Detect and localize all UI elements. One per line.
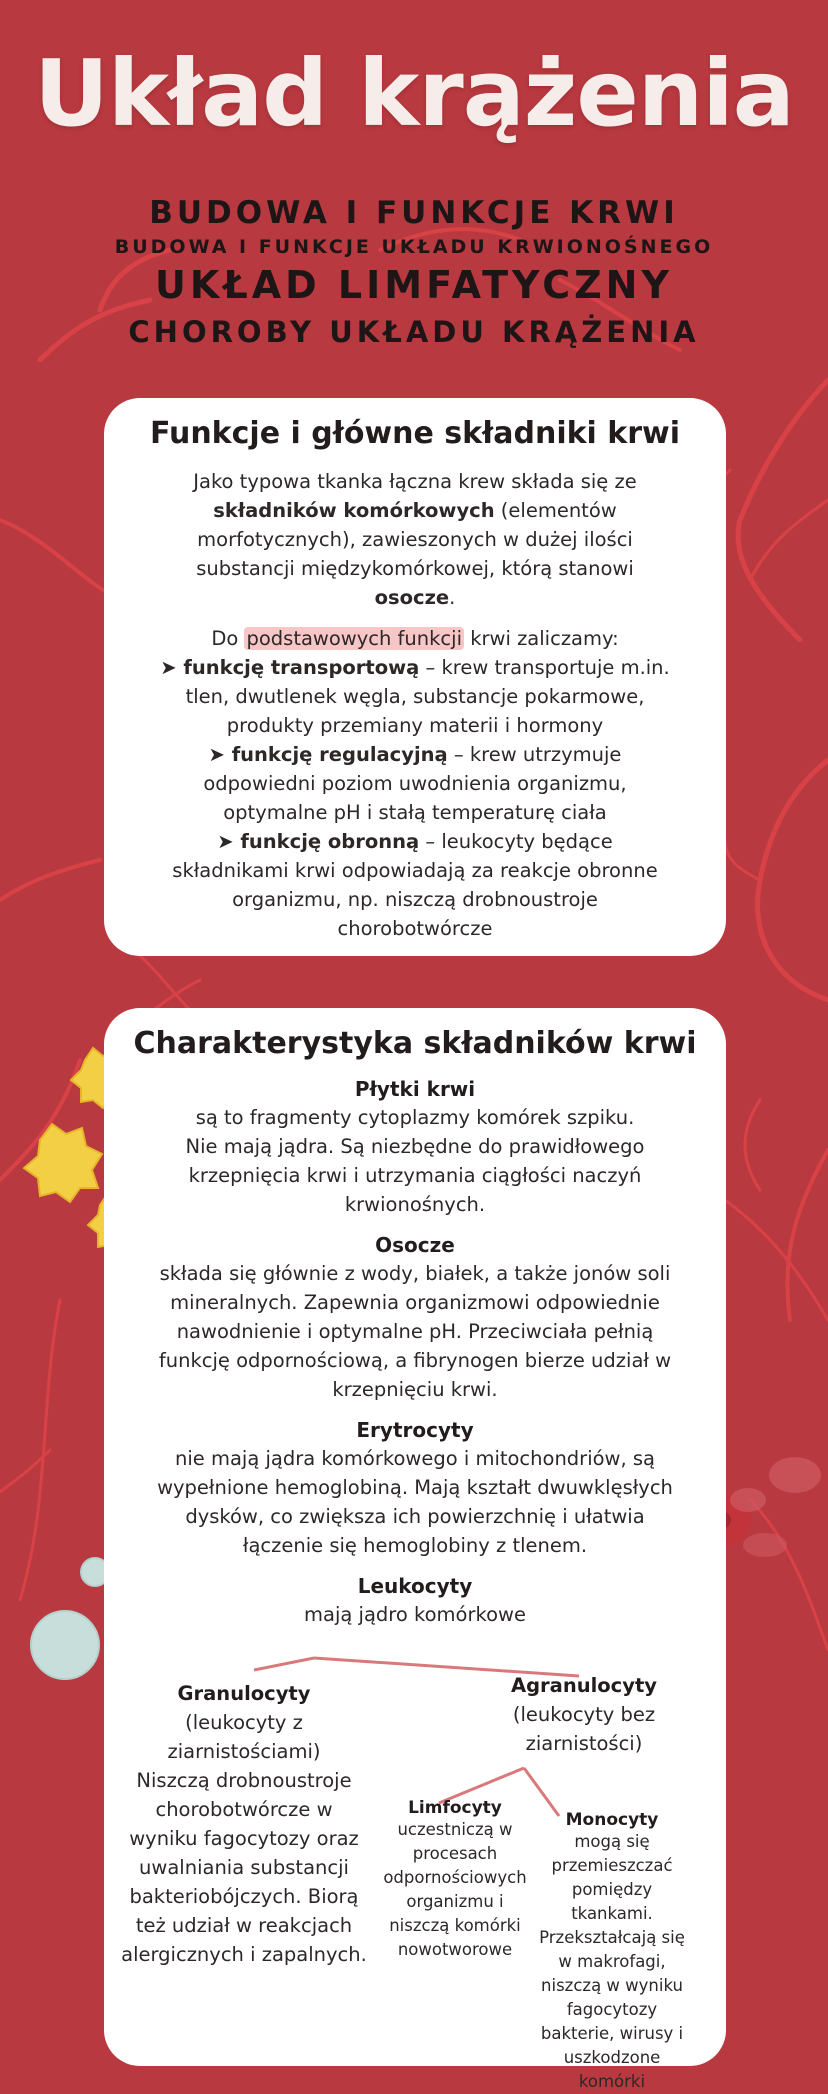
- function-transport: ➤ funkcję transportową – krew transportuje m.in. tlen, dwutlenek węgla, substancje pokarmowe, produkty przemiany materii i hormony: [160, 656, 670, 737]
- function-regulatory: ➤ funkcję regulacyjną – krew utrzymuje odpowiedni poziom uwodnienia organizmu, optymalne pH i stałą temperaturę ciała: [203, 743, 627, 824]
- card-blood-functions: [104, 398, 726, 956]
- agranulocytes-block: [484, 1672, 684, 1758]
- subtitle-diseases: CHOROBY UKŁADU KRĄŻENIA: [128, 315, 700, 349]
- platelets-title: Płytki krwi: [354, 1077, 476, 1101]
- agranulocytes-subtitle: (leukocyty bez ziarnistości): [512, 1703, 656, 1755]
- subtitle-circulatory-structure: BUDOWA I FUNKCJE UKŁADU KRWIONOŚNEGO: [114, 236, 714, 258]
- monocytes-block: [536, 1810, 688, 2094]
- lymphocytes-block: [376, 1798, 534, 1962]
- platelets-text: są to fragmenty cytoplazmy komórek szpiku. Nie mają jądra. Są niezbędne do prawidłowego krzepnięcia krwi i utrzymania ciągłości naczyń krwionośnych.: [185, 1106, 645, 1216]
- granulocytes-text: Niszczą drobnoustroje chorobotwórcze w wyniku fagocytozy oraz uwalniania substancji bakteriobójczych. Biorą też udział w reakcjach alergicznych i zapalnych.: [121, 1769, 367, 1966]
- card1-heading: Funkcje i główne składniki krwi: [149, 416, 681, 451]
- leukocytes-title: Leukocyty: [357, 1574, 473, 1598]
- page-title: Układ krążenia: [34, 40, 794, 147]
- granulocytes-title: Granulocyty: [177, 1682, 311, 1705]
- plasma-title: Osocze: [375, 1233, 455, 1257]
- agranulocytes-title: Agranulocyty: [511, 1674, 657, 1697]
- lymphocytes-title: Limfocyty: [408, 1798, 502, 1818]
- subtitle-blood: BUDOWA I FUNKCJE KRWI: [149, 195, 679, 231]
- granulocytes-subtitle: (leukocyty z ziarnistościami): [167, 1711, 321, 1763]
- leukocytes-text: mają jądro komórkowe: [304, 1603, 526, 1626]
- card1-intro: Jako typowa tkanka łączna krew składa się ze składników komórkowych (elementów morfotycznych), zawieszonych w dużej ilości substancji międzykomórkowej, którą stanowi osocze.: [193, 470, 637, 609]
- function-defensive: ➤ funkcję obronną – leukocyty będące składnikami krwi odpowiadają za reakcje obronne organizmu, np. niszczą drobnoustroje chorobotwórcze: [172, 830, 658, 940]
- erythrocytes-title: Erytrocyty: [356, 1418, 474, 1442]
- granulocytes-block: [104, 1680, 384, 1969]
- card2-heading: Charakterystyka składników krwi: [133, 1026, 697, 1061]
- monocytes-text: mogą się przemieszczać pomiędzy tkankami. Przekształcają się w makrofagi, niszczą w wyniku fagocytozy bakterie, wirusy i uszkodzone komórki: [539, 1832, 685, 2091]
- card1-functions-intro: Do podstawowych funkcji krwi zaliczamy:: [211, 627, 619, 650]
- tree-line-left-branch: [254, 1658, 314, 1670]
- subtitle-lymphatic: UKŁAD LIMFATYCZNY: [155, 263, 673, 307]
- monocytes-title: Monocyty: [565, 1810, 659, 1830]
- lymphocytes-text: uczestniczą w procesach odpornościowych organizmu i niszczą komórki nowotworowe: [383, 1820, 527, 1959]
- erythrocytes-text: nie mają jądra komórkowego i mitochondriów, są wypełnione hemoglobiną. Mają kształt dwuwklęsłych dysków, co zwiększa ich powierzchnię i ułatwia łączenie się hemoglobiny z tlenem.: [157, 1447, 673, 1557]
- card-blood-components: [104, 1008, 726, 2091]
- plasma-text: składa się głównie z wody, białek, a także jonów soli mineralnych. Zapewnia organizmowi odpowiednie nawodnienie i optymalne pH. Przeciwciała pełnią funkcję odpornościową, a fibrynogen bierze udział w krzepnięciu krwi.: [158, 1262, 672, 1401]
- highlight-basic-functions: podstawowych funkcji: [246, 627, 462, 650]
